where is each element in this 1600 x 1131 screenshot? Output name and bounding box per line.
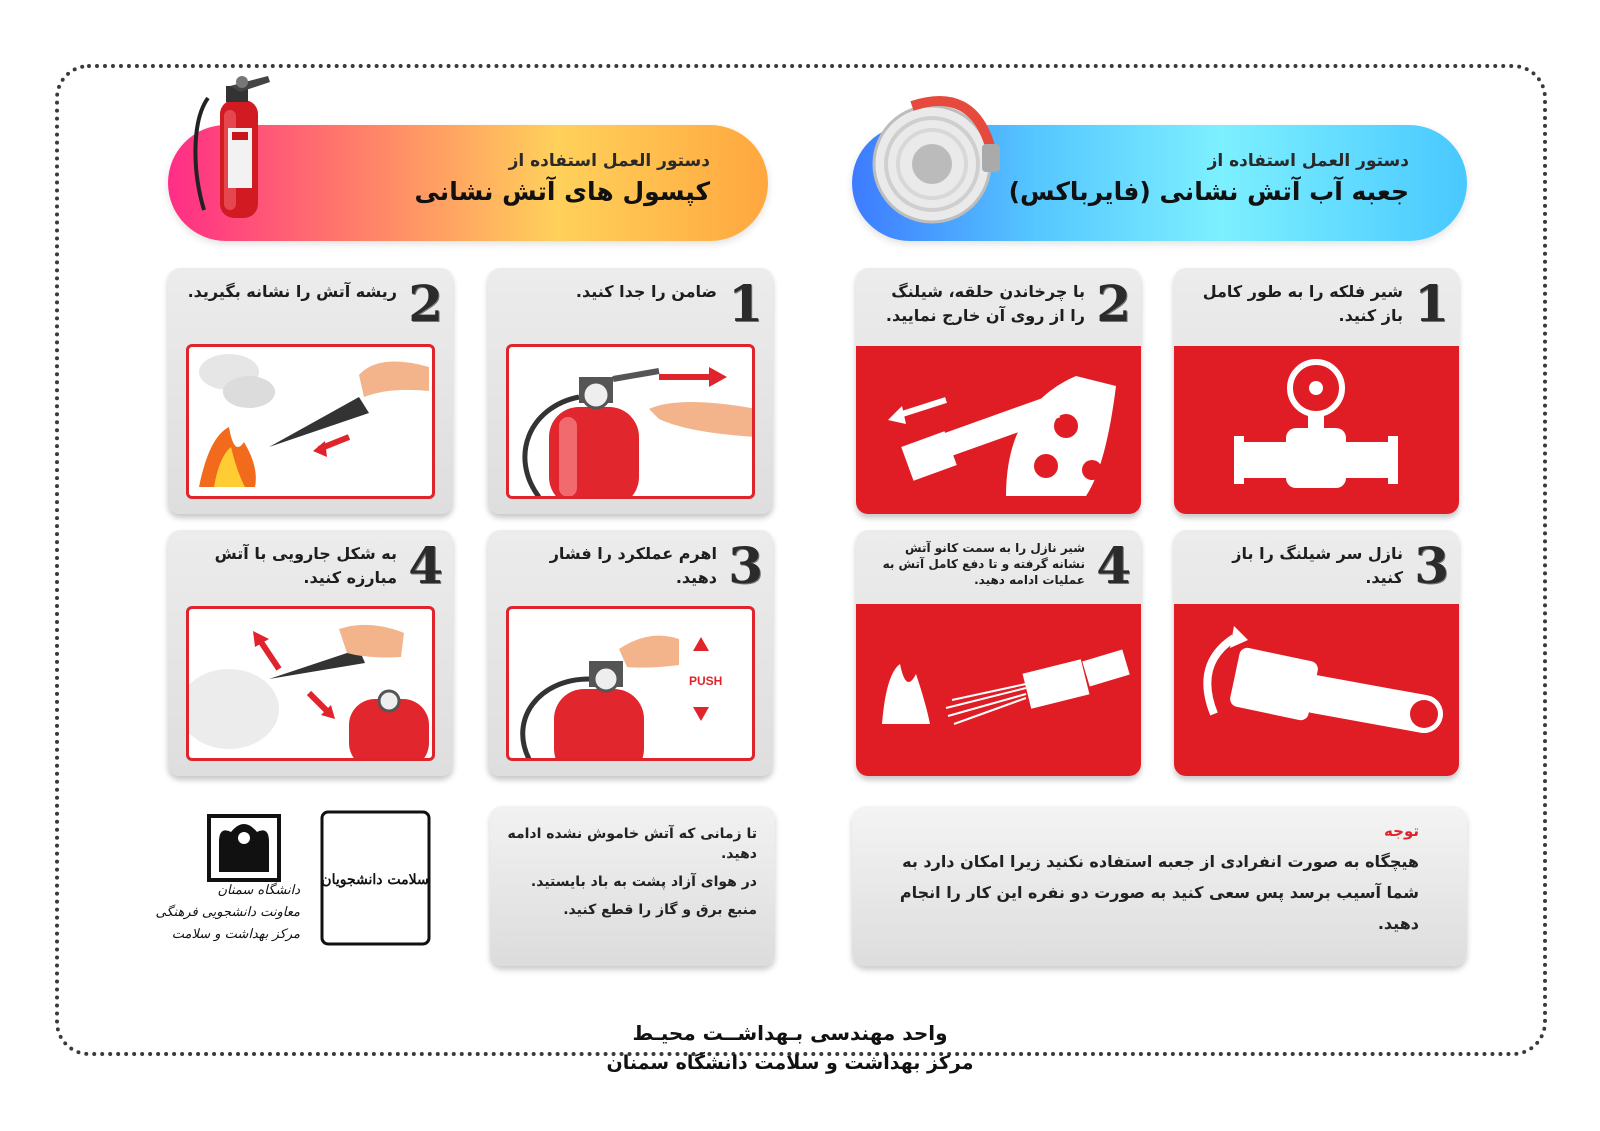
push-label: PUSH	[689, 674, 723, 688]
step-number: 4	[408, 536, 443, 595]
step-text: اهرم عملکرد را فشار دهید.	[549, 544, 717, 587]
extinguisher-step-3-card	[488, 530, 773, 776]
caption-line: معاونت دانشجویی فرهنگی	[155, 905, 300, 920]
tip-item: در هوای آزاد پشت به باد بایستید.	[530, 874, 757, 890]
tip-item: تا زمانی که آتش خاموش نشده ادامه دهید.	[507, 826, 757, 862]
firebox-header-line1: دستور العمل استفاده از	[1207, 151, 1409, 171]
fire-extinguisher-icon	[190, 70, 280, 230]
step-number: 2	[408, 274, 443, 333]
extinguisher-step-2-card	[168, 268, 453, 514]
unroll-hose-illustration	[856, 346, 1141, 514]
firebox-header-title: جعبه آب آتش نشانی (فایرباکس)	[1008, 177, 1409, 206]
footer-unit-name: واحد مهندسی بـهداشــت محیـط	[632, 1021, 948, 1045]
extinguisher-header-line1: دستور العمل استفاده از	[508, 151, 710, 171]
squeeze-lever-illustration	[506, 606, 755, 761]
step-text: با چرخاندن حلقه، شیلنگ را از روی آن خارج نمایید.	[885, 282, 1085, 325]
footer-organization: مرکز بهداشت و سلامت دانشگاه سمنان	[606, 1052, 974, 1074]
extinguisher-header-title: کپسول های آتش نشانی	[414, 177, 710, 206]
aim-at-fire-illustration	[186, 344, 435, 499]
student-logo-text: سلامت دانشجویان	[321, 872, 429, 888]
extinguisher-step-4-card	[168, 530, 453, 776]
fire-hose-icon	[872, 86, 1032, 246]
step-text: ریشه آتش را نشانه بگیرید.	[187, 282, 397, 301]
sweep-side-to-side-illustration	[186, 606, 435, 761]
aim-nozzle-at-fire-illustration	[856, 604, 1141, 776]
student-health-logo	[318, 808, 433, 948]
caption-line: دانشگاه سمنان	[217, 883, 300, 898]
firebox-step-4-card	[856, 530, 1141, 776]
step-number: 4	[1096, 536, 1131, 595]
extinguisher-tips-box	[490, 806, 775, 966]
footer	[600, 1018, 980, 1078]
warning-text: هیچگاه به صورت انفرادی از جعبه استفاده نکنید زیرا امکان دارد به شما آسیب برسد پس سعی کنید به صورت دو نفره این کار را انجام دهید.	[899, 852, 1419, 933]
step-text: شیر نازل را به سمت کانو آتش نشانه گرفته و تا دفع کامل آتش به عملیات ادامه دهید.	[882, 541, 1085, 587]
university-logo-caption	[150, 880, 300, 946]
extinguisher-step-1-card	[488, 268, 773, 514]
university-logo	[205, 812, 283, 884]
open-valve-illustration	[1174, 346, 1459, 514]
warning-title: توجه	[1384, 822, 1419, 840]
caption-line: مرکز بهداشت و سلامت	[171, 927, 300, 942]
firebox-step-1-card	[1174, 268, 1459, 514]
step-number: 1	[1414, 274, 1449, 333]
step-text: ضامن را جدا کنید.	[575, 282, 717, 301]
step-number: 1	[728, 274, 763, 333]
firebox-warning-box	[852, 806, 1467, 966]
firebox-step-2-card	[856, 268, 1141, 514]
firebox-step-3-card	[1174, 530, 1459, 776]
step-text: شیر فلکه را به طور کامل باز کنید.	[1202, 282, 1403, 325]
pull-pin-illustration	[506, 344, 755, 499]
step-number: 3	[728, 536, 763, 595]
step-text: به شکل جارویی با آتش مبارزه کنید.	[214, 544, 397, 587]
open-nozzle-illustration	[1174, 604, 1459, 776]
tip-item: منبع برق و گاز را قطع کنید.	[563, 902, 757, 918]
step-number: 3	[1414, 536, 1449, 595]
step-number: 2	[1096, 274, 1131, 333]
step-text: نازل سر شیلنگ را باز کنید.	[1232, 544, 1403, 587]
